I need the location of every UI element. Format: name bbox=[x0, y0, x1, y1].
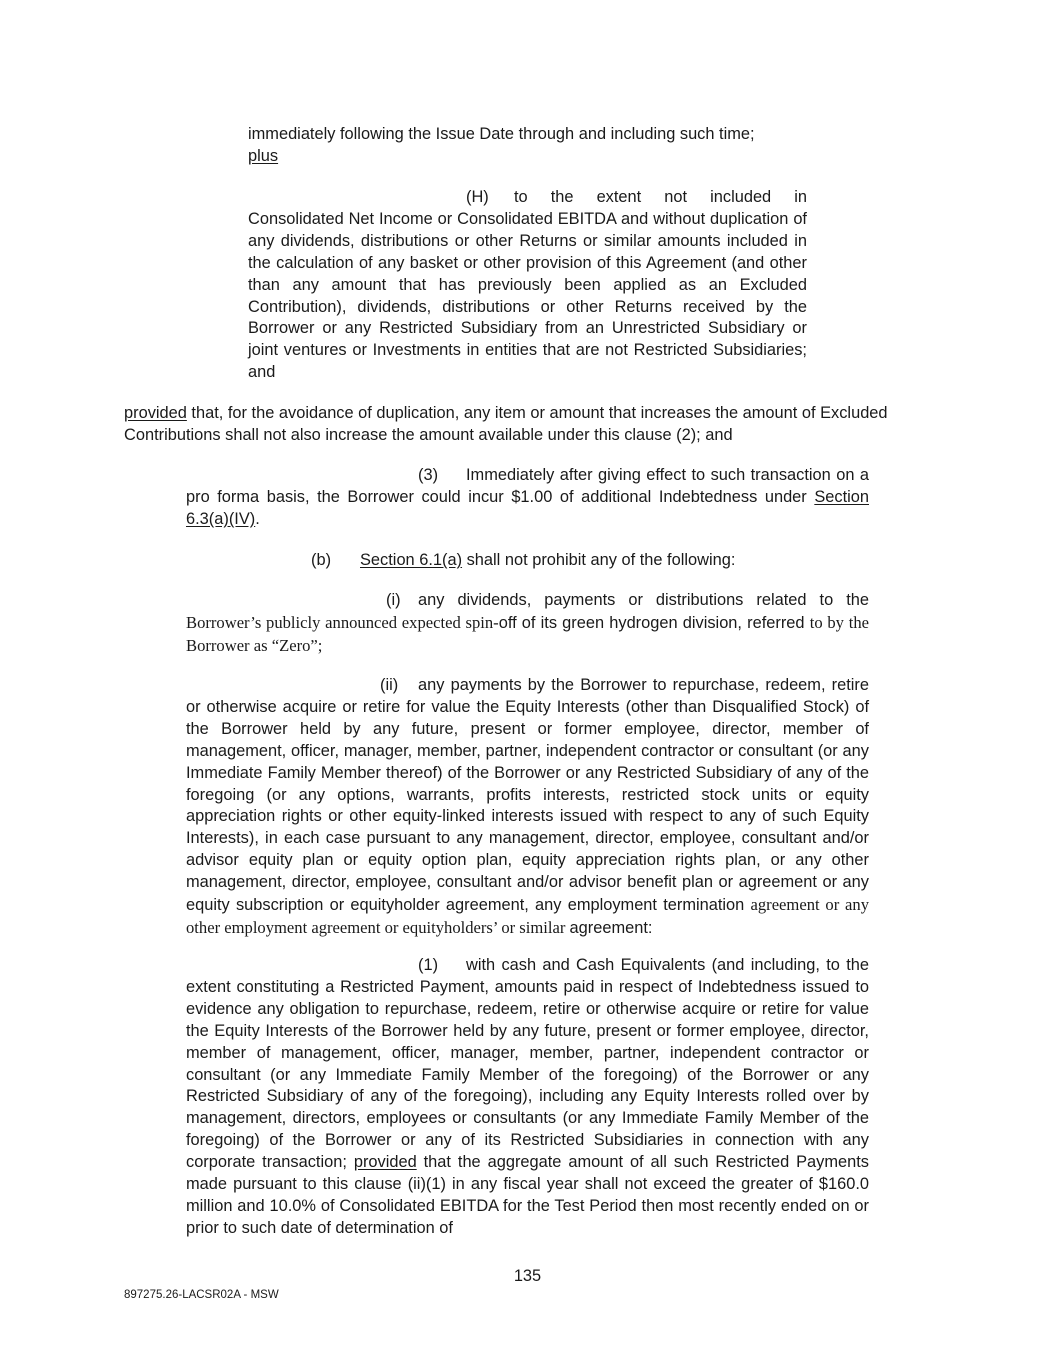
clause-3-text: Immediately after giving effect to such transaction on a pro forma basis, the Borrower could incur $1.00 of additional Indebtedness under bbox=[186, 466, 869, 506]
subsection-b-text: shall not prohibit any of the following: bbox=[462, 551, 736, 569]
clause-g-text: immediately following the Issue Date through and including such time; bbox=[248, 125, 755, 143]
clause-ii-label: (ii) bbox=[380, 676, 399, 694]
clause-ii-text-serif: agreement or any other employment agreement or equityholders’ or similar bbox=[186, 895, 869, 937]
section-6-1-a-reference: Section 6.1(a) bbox=[360, 551, 463, 569]
clause-3-label: (3) bbox=[418, 466, 439, 484]
provided-term-2: provided bbox=[353, 1153, 417, 1172]
document-id: 897275.26-LACSR02A - MSW bbox=[124, 1289, 279, 1301]
clause-ii-text-end: agreement: bbox=[569, 918, 653, 937]
clause-h-text: to the extent not included in Consolidated Net Income or Consolidated EBITDA and without duplication of any dividends, distributions or other Returns or similar amounts included in the calculation of any basket or other provision of this Agreement (and other than any amount that has previously been applied as an Excluded Contribution), dividends, distributions or other Returns received by the Borrower or any Restricted Subsidiary from an Unrestricted Subsidiary or joint ventures or Investments in entities that are not Restricted Subsidiaries; and bbox=[248, 188, 807, 382]
clause-3 bbox=[186, 465, 869, 531]
proviso-text: that, for the avoidance of duplication, any item or amount that increases the amount of Excluded Contributions shall not also increase the amount available under this clause (2); and bbox=[124, 404, 888, 444]
provided-term: provided bbox=[124, 404, 187, 422]
clause-i-label: (i) bbox=[386, 591, 401, 609]
clause-i-text-a: any dividends, payments or distributions related to the bbox=[418, 591, 869, 609]
clause-ii-text: any payments by the Borrower to repurchase, redeem, retire or otherwise acquire or retire for value the Equity Interests (other than Disqualified Stock) of the Borrower held by any future, present or former employee, director, member of management, officer, manager, member, partner, independent contractor or consultant (or any Immediate Family Member thereof) of the Borrower or any Restricted Subsidiary of any of the foregoing (or any options, warrants, profits interests, restricted stock units or equity appreciation rights or other equity-linked interests issued with respect to any of such Equity Interests), in each case pursuant to any management, director, employee, consultant and/or advisor equity plan or equity option plan, equity appreciation rights plan, or any other management, director, employee, consultant and/or advisor benefit plan or agreement or any equity subscription or equityholder agreement, any employment termination bbox=[186, 676, 869, 915]
clause-i-text-serif: Borrower’s publicly announced expected spin- bbox=[186, 612, 499, 632]
clause-3-period: . bbox=[255, 509, 260, 528]
clause-ii-1-text-after: that the aggregate amount of all such Restricted Payments made pursuant to this clause (ii)(1) in any fiscal year shall not exceed the greater of $160.0 million and 10.0% of Consolidated EBITDA for the Test Period then most recently ended on or prior to such date of determination of bbox=[186, 1153, 869, 1237]
clause-h bbox=[248, 187, 807, 384]
clause-i-text-serif-2: to by the Borrower as “Zero”; bbox=[186, 612, 869, 655]
plus-connector: plus bbox=[248, 146, 279, 165]
clause-ii-1-text: with cash and Cash Equivalents (and including, to the extent constituting a Restricted Payment, amounts paid in respect of Indebtedness issued to evidence any obligation to repurchase, redeem, retire or otherwise acquire or retire for value the Equity Interests of the Borrower held by any future, present or former employee, director, member of management, officer, manager, member, partner, independent contractor or consultant (or any Immediate Family Member of the foregoing) of the Borrower or any Restricted Subsidiary of any of the foregoing), including any Equity Interests rolled over by management, directors, employees or consultants (or any Immediate Family Member of the foregoing) of the Borrower or any of its Restricted Subsidiaries in connection with any corporate transaction; bbox=[186, 956, 869, 1172]
subsection-b-label: (b) bbox=[311, 551, 332, 569]
clause-i-text-b: off of its green hydrogen division, referred bbox=[498, 613, 810, 632]
clause-g-continuation bbox=[248, 124, 807, 168]
clause-i bbox=[186, 590, 869, 658]
proviso-paragraph bbox=[124, 403, 934, 447]
section-6-3-a-iv-reference: Section 6.3(a)(IV) bbox=[186, 487, 869, 528]
clause-ii-1 bbox=[186, 955, 869, 1240]
page-number: 135 bbox=[513, 1267, 542, 1285]
subsection-b bbox=[311, 550, 911, 572]
clause-h-label: (H) bbox=[466, 188, 489, 206]
clause-ii-1-label: (1) bbox=[418, 956, 439, 974]
clause-ii bbox=[186, 675, 869, 940]
